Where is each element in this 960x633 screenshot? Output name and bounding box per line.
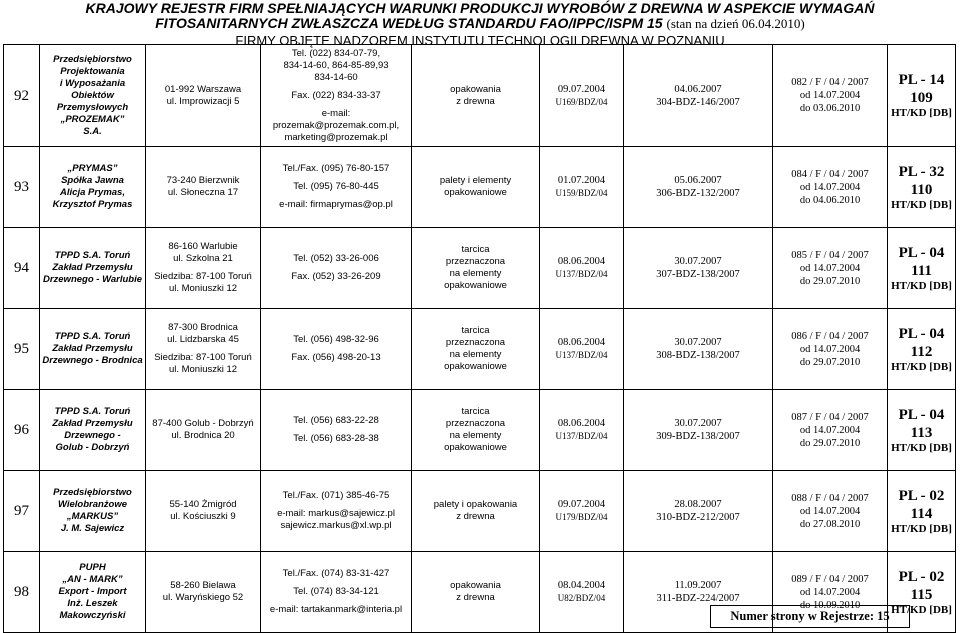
ippc-number: PL - 02 114 — [898, 487, 945, 522]
address-line: ul. Kościuszki 9 — [170, 511, 236, 522]
register-row — [4, 309, 956, 390]
certificate-validity — [773, 471, 888, 552]
product-line: na elementy — [449, 268, 502, 279]
initial-reference: U82/BDZ/04 — [557, 593, 606, 603]
register-subtitle: FIRMY OBJĘTE NADZOREM INSTYTUTU TECHNOLOGII DREWNA W POZNANIU — [235, 33, 725, 48]
company-name-line: „PROZEMAK” — [60, 113, 125, 125]
company-address — [146, 390, 261, 471]
product-line: opakowania — [450, 83, 501, 95]
initial-certification — [540, 147, 624, 228]
ippc-number: PL - 02 115 — [898, 568, 945, 603]
address-line: Siedziba: 87-100 Toruń — [154, 271, 252, 282]
certificate-validity — [773, 309, 888, 390]
product-type — [412, 552, 540, 633]
row-number: 94 — [4, 228, 40, 309]
certificate-validity — [773, 228, 888, 309]
renewal-date: 30.07.2007 — [674, 337, 722, 348]
renewal-date: 28.08.2007 — [674, 499, 722, 510]
renewal-reference: 306-BDZ-132/2007 — [656, 188, 740, 199]
company-name-line: J. M. Sajewicz — [60, 523, 125, 534]
valid-from: od 14.07.2004 — [799, 586, 861, 598]
row-number: 92 — [4, 45, 40, 147]
contact-line: Fax. (056) 498-20-13 — [291, 352, 381, 363]
contact-line: e-mail: firmaprymas@op.pl — [279, 199, 393, 210]
product-line: z drewna — [456, 511, 495, 522]
company-name — [40, 552, 146, 633]
contact-line: e-mail: — [321, 107, 351, 119]
product-line: opakowaniowe — [444, 442, 507, 453]
company-contact — [261, 228, 412, 309]
certificate-number: 084 / F / 04 / 2007 — [791, 168, 869, 180]
register-row — [4, 147, 956, 228]
valid-to: do 03.06.2010 — [799, 103, 861, 114]
company-name-line: Zakład Przemysłu — [52, 343, 133, 354]
valid-from: od 14.07.2004 — [799, 424, 861, 436]
company-address — [146, 471, 261, 552]
address-line: ul. Szkolna 21 — [173, 253, 233, 264]
company-name-line: Przemysłowych — [56, 101, 129, 113]
address-line: ul. Brodnica 20 — [171, 430, 235, 441]
initial-certification — [540, 228, 624, 309]
initial-reference: U169/BDZ/04 — [555, 96, 608, 107]
ippc-number: PL - 32 110 — [898, 163, 945, 198]
company-name-line: TPPD S.A. Toruń — [54, 250, 131, 261]
renewal-certification — [624, 228, 773, 309]
initial-reference: U137/BDZ/04 — [555, 431, 608, 441]
initial-date: 08.04.2004 — [557, 580, 606, 591]
register-title-line-1: KRAJOWY REJESTR FIRM SPEŁNIAJĄCYCH WARUNKI PRODUKCJI WYROBÓW Z DREWNA W ASPEKCIE WYMAGAŃ — [85, 0, 875, 16]
register-row — [4, 390, 956, 471]
initial-reference: U179/BDZ/04 — [555, 512, 608, 522]
contact-line: Tel. (074) 83-34-121 — [293, 586, 379, 597]
renewal-reference: 304-BDZ-146/2007 — [656, 96, 740, 108]
ippc-mark — [888, 309, 956, 390]
company-contact — [261, 552, 412, 633]
company-address — [146, 228, 261, 309]
certificate-validity — [773, 147, 888, 228]
address-line: 55-140 Żmigród — [169, 499, 237, 510]
address-line: 86-160 Warlubie — [168, 241, 238, 252]
certificate-number: 086 / F / 04 / 2007 — [791, 330, 869, 342]
valid-from: od 14.07.2004 — [799, 90, 861, 101]
company-name — [40, 147, 146, 228]
contact-line: e-mail: tartakanmark@interia.pl — [269, 604, 403, 615]
certificate-number: 088 / F / 04 / 2007 — [791, 492, 869, 504]
company-address — [146, 309, 261, 390]
page-number-footer: Numer strony w Rejestrze: 15 — [710, 605, 910, 628]
product-type — [412, 228, 540, 309]
contact-line: Tel. (056) 683-22-28 — [293, 415, 379, 426]
treatment-type: HT/KD [DB] — [891, 279, 952, 292]
company-name — [40, 45, 146, 147]
address-line: ul. Improwizacji 5 — [166, 95, 240, 107]
address-line: ul. Lidzbarska 45 — [167, 334, 239, 345]
treatment-type: HT/KD [DB] — [891, 603, 952, 616]
renewal-certification — [624, 471, 773, 552]
company-contact — [261, 147, 412, 228]
register-title-standard: FITOSANITARNYCH ZWŁASZCZA WEDŁUG STANDARDU FAO/IPPC/ISPM 15 — [155, 15, 663, 31]
treatment-type: HT/KD [DB] — [891, 198, 952, 211]
initial-reference: U159/BDZ/04 — [555, 188, 608, 198]
ippc-mark — [888, 228, 956, 309]
address-line: ul. Słoneczna 17 — [167, 187, 239, 198]
contact-line: Fax. (022) 834-33-37 — [291, 89, 381, 101]
product-line: tarcica — [461, 244, 490, 255]
ippc-mark — [888, 147, 956, 228]
company-name — [40, 390, 146, 471]
renewal-date: 30.07.2007 — [674, 418, 722, 429]
company-name-line: Obiektów — [71, 89, 114, 101]
initial-certification — [540, 552, 624, 633]
renewal-reference: 309-BDZ-138/2007 — [656, 431, 740, 442]
renewal-reference: 311-BDZ-224/2007 — [656, 593, 740, 604]
address-line: Siedziba: 87-100 Toruń — [154, 352, 252, 363]
valid-to: do 29.07.2010 — [799, 437, 861, 449]
register-table — [3, 44, 956, 633]
renewal-date: 05.06.2007 — [674, 175, 722, 186]
company-name-line: Krzysztof Prymas — [52, 199, 133, 210]
contact-line: Tel. (056) 683-28-38 — [293, 433, 379, 444]
product-line: przeznaczona — [445, 418, 506, 429]
renewal-date: 11.09.2007 — [674, 580, 722, 591]
contact-line: sajewicz.markus@xl.wp.pl — [280, 520, 392, 531]
product-line: przeznaczona — [445, 337, 506, 348]
register-row — [4, 228, 956, 309]
contact-line: 834-14-60 — [314, 71, 358, 83]
ippc-mark — [888, 390, 956, 471]
certificate-number: 089 / F / 04 / 2007 — [791, 573, 869, 585]
product-line: palety i opakowania — [433, 499, 518, 510]
address-line: ul. Moniuszki 12 — [168, 364, 238, 375]
valid-to: do 27.08.2010 — [799, 518, 861, 530]
treatment-type: HT/KD [DB] — [891, 441, 952, 454]
contact-line: e-mail: markus@sajewicz.pl — [277, 508, 395, 519]
address-line: 58-260 Bielawa — [170, 580, 236, 591]
renewal-reference: 307-BDZ-138/2007 — [656, 269, 740, 280]
renewal-date: 04.06.2007 — [674, 83, 722, 95]
company-name-line: Inż. Leszek — [67, 598, 118, 609]
product-line: palety i elementy — [439, 175, 512, 186]
contact-line: Tel. (022) 834-07-79, — [291, 47, 381, 59]
contact-line: 834-14-60, 864-85-89,93 — [283, 59, 389, 71]
valid-to: do 29.07.2010 — [799, 275, 861, 287]
company-name-line: TPPD S.A. Toruń — [54, 331, 131, 342]
initial-certification — [540, 471, 624, 552]
initial-date: 09.07.2004 — [557, 499, 606, 510]
company-contact — [261, 390, 412, 471]
initial-date: 09.07.2004 — [557, 83, 606, 95]
company-name-line: S.A. — [83, 125, 102, 137]
company-name-line: Przedsiębiorstwo — [53, 487, 132, 498]
certificate-number: 085 / F / 04 / 2007 — [791, 249, 869, 261]
valid-from: od 14.07.2004 — [799, 262, 861, 274]
valid-from: od 14.07.2004 — [799, 343, 861, 355]
company-name-line: „MARKUS” — [66, 511, 119, 522]
initial-date: 08.06.2004 — [557, 256, 606, 267]
company-name-line: Zakład Przemysłu — [52, 418, 133, 429]
contact-line: Tel./Fax. (071) 385-46-75 — [282, 490, 390, 501]
company-name-line: i Wyposażania — [59, 77, 126, 89]
renewal-certification — [624, 147, 773, 228]
company-name-line: Przedsiębiorstwo — [53, 53, 132, 65]
address-line: 01-992 Warszawa — [164, 83, 242, 95]
ippc-number: PL - 04 113 — [898, 406, 945, 441]
renewal-certification — [624, 45, 773, 147]
product-line: z drewna — [456, 592, 495, 603]
address-line: 73-240 Bierzwnik — [166, 175, 240, 186]
company-name-line: Golub - Dobrzyń — [55, 442, 130, 453]
company-contact — [261, 309, 412, 390]
product-line: z drewna — [456, 95, 495, 107]
company-name-line: „AN - MARK” — [62, 574, 123, 585]
renewal-certification — [624, 309, 773, 390]
company-name — [40, 228, 146, 309]
initial-certification — [540, 390, 624, 471]
initial-reference: U137/BDZ/04 — [555, 350, 608, 360]
certificate-number: 087 / F / 04 / 2007 — [791, 411, 869, 423]
renewal-date: 30.07.2007 — [674, 256, 722, 267]
initial-date: 08.06.2004 — [557, 337, 606, 348]
company-name-line: TPPD S.A. Toruń — [54, 406, 131, 417]
company-name-line: Makowczyński — [59, 610, 126, 621]
register-body — [4, 45, 956, 633]
address-line: 87-400 Golub - Dobrzyń — [152, 418, 254, 429]
product-type — [412, 309, 540, 390]
register-row — [4, 471, 956, 552]
address-line: ul. Moniuszki 12 — [168, 283, 238, 294]
renewal-certification — [624, 390, 773, 471]
row-number: 98 — [4, 552, 40, 633]
contact-line: Tel./Fax. (095) 76-80-157 — [282, 163, 390, 174]
company-name-line: Zakład Przemysłu — [52, 262, 133, 273]
company-name — [40, 471, 146, 552]
company-name-line: Drzewnego - Warlubie — [42, 274, 143, 285]
address-line: ul. Waryńskiego 52 — [162, 592, 244, 603]
product-type — [412, 45, 540, 147]
ippc-number: PL - 14 109 — [898, 72, 945, 106]
company-contact — [261, 45, 412, 147]
ippc-number: PL - 04 111 — [898, 244, 945, 279]
company-contact — [261, 471, 412, 552]
product-line: na elementy — [449, 430, 502, 441]
company-address — [146, 552, 261, 633]
company-name-line: Projektowania — [60, 65, 125, 77]
treatment-type: HT/KD [DB] — [891, 522, 952, 535]
initial-certification — [540, 45, 624, 147]
ippc-number: PL - 04 112 — [898, 325, 945, 360]
initial-reference: U137/BDZ/04 — [555, 269, 608, 279]
valid-from: od 14.07.2004 — [799, 505, 861, 517]
product-line: tarcica — [461, 406, 490, 417]
company-name-line: Export - Import — [58, 586, 127, 597]
row-number: 97 — [4, 471, 40, 552]
company-name-line: Alicja Prymas, — [60, 187, 125, 198]
company-name-line: Drzewnego - Brodnica — [42, 355, 143, 366]
row-number: 93 — [4, 147, 40, 228]
contact-line: Tel./Fax. (074) 83-31-427 — [282, 568, 390, 579]
contact-line: marketing@prozemak.pl — [284, 131, 388, 143]
address-line: 87-300 Brodnica — [168, 322, 238, 333]
company-name-line: „PRYMAS” — [67, 163, 118, 174]
product-line: przeznaczona — [445, 256, 506, 267]
product-line: opakowaniowe — [444, 280, 507, 291]
renewal-reference: 310-BDZ-212/2007 — [656, 512, 740, 523]
register-title-line-2 — [0, 16, 960, 30]
ippc-mark — [888, 45, 956, 147]
product-line: opakowaniowe — [444, 187, 507, 198]
product-line: opakowaniowe — [444, 361, 507, 372]
company-name — [40, 309, 146, 390]
contact-line: Tel. (095) 76-80-445 — [293, 181, 379, 192]
product-type — [412, 147, 540, 228]
ippc-mark — [888, 471, 956, 552]
product-type — [412, 390, 540, 471]
initial-certification — [540, 309, 624, 390]
product-type — [412, 471, 540, 552]
certificate-validity — [773, 45, 888, 147]
row-number: 96 — [4, 390, 40, 471]
contact-line: Tel. (052) 33-26-006 — [293, 253, 379, 264]
initial-date: 01.07.2004 — [557, 175, 606, 186]
valid-to: do 04.06.2010 — [799, 194, 861, 206]
company-name-line: Wielobranżowe — [57, 499, 128, 510]
certificate-number: 082 / F / 04 / 2007 — [791, 77, 869, 88]
company-address — [146, 147, 261, 228]
company-name-line: PUPH — [79, 562, 106, 573]
product-line: opakowania — [450, 580, 501, 591]
contact-line: Fax. (052) 33-26-209 — [291, 271, 381, 282]
renewal-reference: 308-BDZ-138/2007 — [656, 350, 740, 361]
valid-to: do 10.09.2010 — [799, 599, 861, 611]
row-number: 95 — [4, 309, 40, 390]
register-row — [4, 45, 956, 147]
certificate-validity — [773, 390, 888, 471]
contact-line: Tel. (056) 498-32-96 — [293, 334, 379, 345]
valid-from: od 14.07.2004 — [799, 181, 861, 193]
initial-date: 08.06.2004 — [557, 418, 606, 429]
company-address — [146, 45, 261, 147]
company-name-line: Spółka Jawna — [61, 175, 124, 186]
product-line: tarcica — [461, 325, 490, 336]
product-line: na elementy — [449, 349, 502, 360]
valid-to: do 29.07.2010 — [799, 356, 861, 368]
treatment-type: HT/KD [DB] — [891, 107, 952, 119]
company-name-line: Drzewnego - — [64, 430, 121, 441]
contact-line: prozemak@prozemak.com.pl, — [272, 119, 400, 131]
treatment-type: HT/KD [DB] — [891, 360, 952, 373]
register-date-note: (stan na dzień 06.04.2010) — [666, 16, 805, 31]
